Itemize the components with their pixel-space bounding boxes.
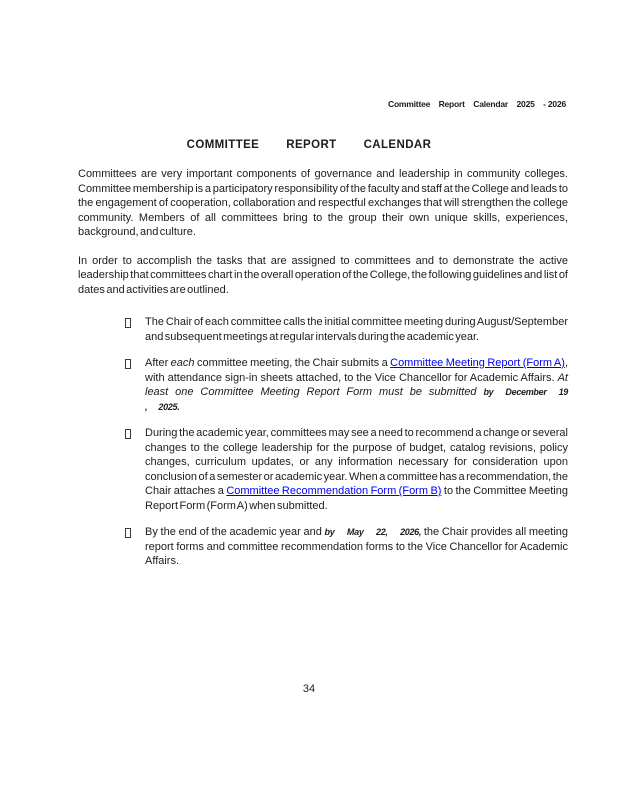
- text-segment: by May 22, 2026,: [324, 527, 422, 537]
- header-word: Report: [438, 99, 465, 109]
- bullet-square-icon: [125, 528, 131, 538]
- header-word: Calendar: [473, 99, 509, 109]
- bullet-square-icon: [125, 359, 131, 369]
- title-word: CALENDAR: [363, 139, 432, 151]
- bullet-item-year-end: [78, 525, 568, 569]
- bullet-text: [145, 315, 568, 344]
- page-header: [388, 99, 566, 109]
- paragraph-purpose: [78, 254, 568, 298]
- bullet-text: [145, 426, 568, 513]
- text-segment: , with attendance sign-in sheets attached, to the Vice Chancellor for Academic Affairs.: [145, 357, 568, 384]
- text-segment: At least one Committee Meeting Report Form must be submitted: [145, 371, 568, 398]
- text-segment: In order to accomplish the tasks that are assigned to committees and to demonstrate the active leadership that committees chart in the overall operation of the College, the following guidelines and list of dates and activities are outlined.: [78, 254, 568, 296]
- text-segment: to the Committee Meeting Report Form (Form A) when submitted.: [145, 485, 568, 512]
- text-segment: During the academic year, committees may see a need to recommend a change or several changes to the college leadership for the purpose of budget, catalog revisions, policy changes, curriculum updates, or any information necessary for consideration upon conclusion of a semester or academic year. When a committee has a recommendation, the Chair attaches a: [145, 427, 568, 497]
- header-word: - 2026: [543, 99, 566, 109]
- bullet-item-initial-meeting: [78, 315, 568, 344]
- page-number: 34: [302, 683, 316, 695]
- committee-meeting-report-form-a-link[interactable]: Committee Meeting Report (Form A): [390, 357, 565, 369]
- text-segment: By the end of the academic year and: [145, 526, 325, 538]
- paragraph-intro: [78, 167, 568, 240]
- header-word: 2025: [516, 99, 535, 109]
- bullet-item-recommendation: [78, 426, 568, 513]
- text-segment: The Chair of each committee calls the initial committee meeting during August/September and subsequent meetings at regular intervals during the academic year.: [145, 316, 568, 343]
- title-word: REPORT: [286, 139, 337, 151]
- bullet-square-icon: [125, 318, 131, 328]
- title-word: COMMITTEE: [186, 139, 260, 151]
- bullet-square-icon: [125, 429, 131, 439]
- text-segment: Committees are very important components of governance and leadership in community colleges. Committee membership is a participatory responsibility of the faculty and staff at the College and leads to the engagement of cooperation, collaboration and respectful exchanges that will strengthen the college community. Members of all committees bring to the group their own unique skills, experiences, background, and culture.: [78, 168, 568, 238]
- text-segment: by December 19 , 2025.: [145, 387, 568, 412]
- committee-recommendation-form-b-link[interactable]: Committee Recommendation Form (Form B): [226, 485, 442, 497]
- document-body: [78, 167, 568, 581]
- text-segment: After: [145, 357, 171, 369]
- bullet-text: [145, 356, 568, 414]
- document-title: [0, 139, 618, 151]
- text-segment: the Chair provides all meeting report forms and committee recommendation forms to the Vice Chancellor for Academic Affairs.: [145, 526, 568, 567]
- text-segment: committee meeting, the Chair submits a: [194, 357, 391, 369]
- text-segment: each: [170, 357, 195, 369]
- bullet-item-meeting-report: [78, 356, 568, 414]
- bullet-list: [78, 315, 568, 569]
- header-word: Committee: [388, 99, 431, 109]
- bullet-text: [145, 525, 568, 569]
